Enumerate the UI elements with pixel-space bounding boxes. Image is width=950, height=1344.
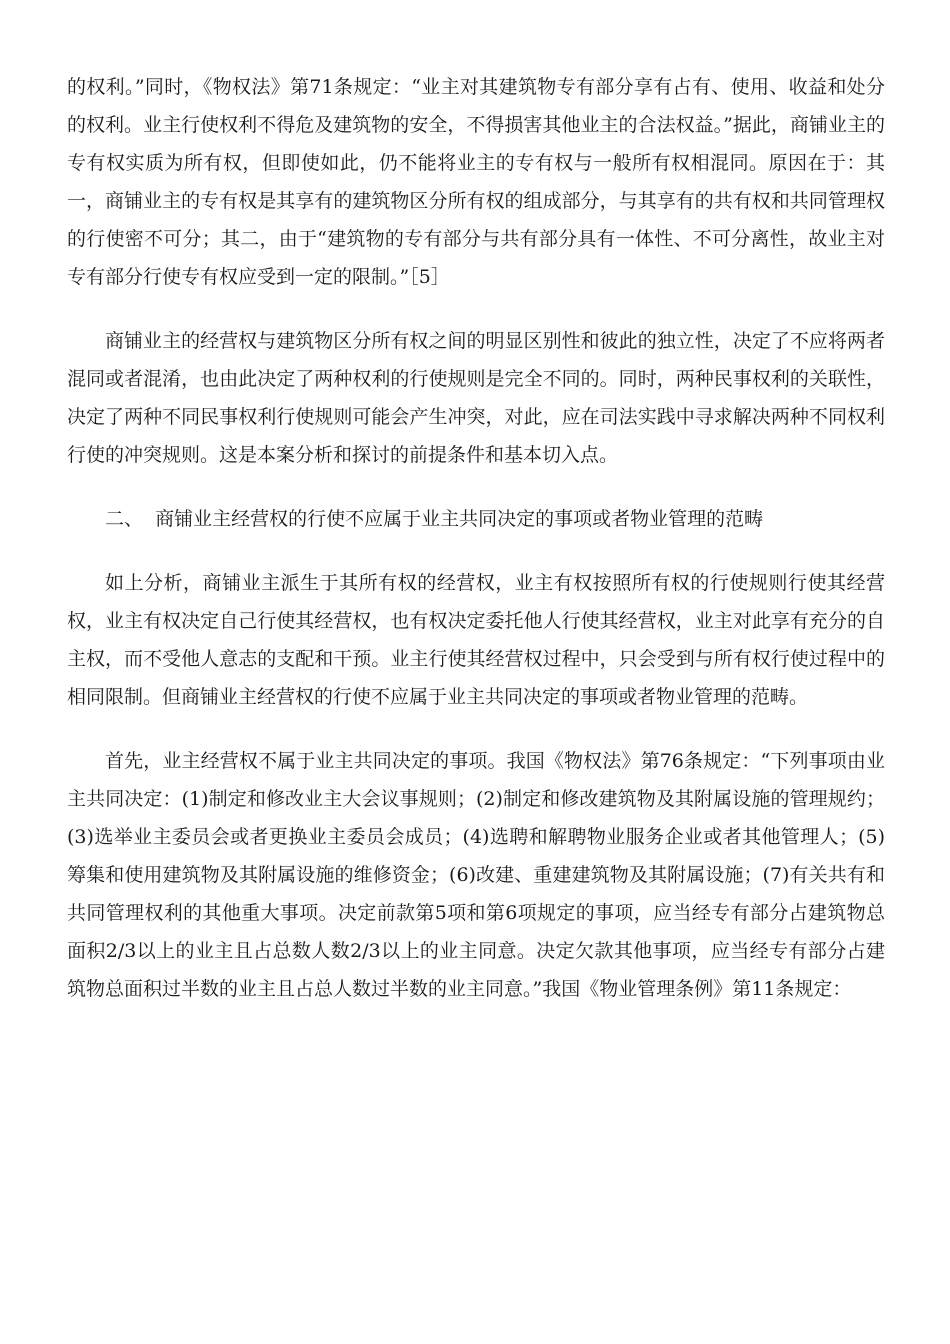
section-heading-2: 二、 商铺业主经营权的行使不应属于业主共同决定的事项或者物业管理的范畴 — [105, 508, 764, 530]
paragraph-analysis: 如上分析，商铺业主派生于其所有权的经营权，业主有权按照所有权的行使规则行使其经营权，业主有权决定自己行使其经营权，也有权决定委托他人行使其经营权，业主对此享有充分的自主权，而不受他人意志的支配和干预。业主行使其经营权过程中，只会受到与所有权行使过程中的相同限制。但商铺业主经营权的行使不应属于业主共同决定的事项或者物业管理的范畴。 — [67, 572, 885, 708]
document-body — [67, 68, 885, 1034]
paragraph-first-point: 首先，业主经营权不属于业主共同决定的事项。我国《物权法》第76条规定：“下列事项由业主共同决定：(1)制定和修改业主大会议事规则；(2)制定和修改建筑物及其附属设施的管理规约；(3)选举业主委员会或者更换业主委员会成员；(4)选聘和解聘物业服务企业或者其他管理人；(5)筹集和使用建筑物及其附属设施的维修资金；(6)改建、重建建筑物及其附属设施；(7)有关共有和共同管理权利的其他重大事项。决定前款第5项和第6项规定的事项，应当经专有部分占建筑物总面积2/3以上的业主且占总数人数2/3以上的业主同意。决定欠款其他事项，应当经专有部分占建筑物总面积过半数的业主且占总人数过半数的业主同意。”我国《物业管理条例》第11条规定： — [67, 750, 885, 1000]
paragraph-distinction: 商铺业主的经营权与建筑物区分所有权之间的明显区别性和彼此的独立性，决定了不应将两者混同或者混淆，也由此决定了两种权利的行使规则是完全不同的。同时，两种民事权利的关联性，决定了两种不同民事权利行使规则可能会产生冲突，对此，应在司法实践中寻求解决两种不同权利行使的冲突规则。这是本案分析和探讨的前提条件和基本切入点。 — [67, 330, 885, 466]
paragraph-continuation: 的权利。”同时，《物权法》第71条规定：“业主对其建筑物专有部分享有占有、使用、收益和处分的权利。业主行使权利不得危及建筑物的安全，不得损害其他业主的合法权益。”据此，商铺业主的专有权实质为所有权，但即使如此，仍不能将业主的专有权与一般所有权相混同。原因在于：其一，商铺业主的专有权是其享有的建筑物区分所有权的组成部分，与其享有的共有权和共同管理权的行使密不可分；其二，由于“建筑物的专有部分与共有部分具有一体性、不可分离性，故业主对专有部分行使专有权应受到一定的限制。”［5］ — [67, 76, 885, 288]
